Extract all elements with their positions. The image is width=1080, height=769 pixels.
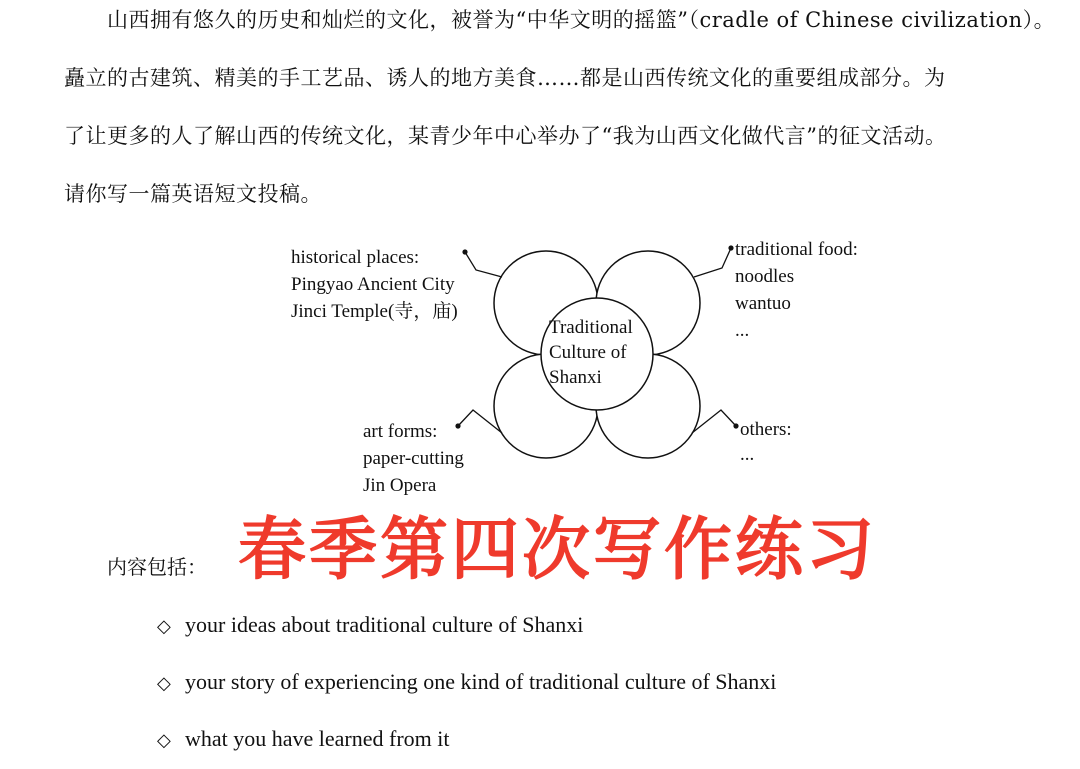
center-line-1: Traditional xyxy=(549,317,633,338)
content-label: 内容包括： xyxy=(107,555,207,579)
center-line-3: Shanxi xyxy=(549,367,602,388)
watermark-title: 春季第四次写作练习 xyxy=(238,511,878,590)
bullet-text: what you have learned from it xyxy=(185,726,450,751)
diamond-icon: ◇ xyxy=(157,673,171,694)
bullet-text: your ideas about traditional culture of Shanxi xyxy=(185,612,584,637)
intro-line-3: 了让更多的人了解山西的传统文化，某青少年中心举办了“我为山西文化做代言”的征文活动。 xyxy=(64,124,947,148)
label-traditional-food: traditional food: noodles wantuo ... xyxy=(735,239,858,341)
diamond-icon: ◇ xyxy=(157,730,171,751)
label-others: others: ... xyxy=(740,419,792,465)
intro-line-2: 矗立的古建筑、精美的手工艺品、诱人的地方美食……都是山西传统文化的重要组成部分。为 xyxy=(64,66,946,90)
label-historical-places: historical places: Pingyao Ancient City Jinci Temple(寺，庙) xyxy=(291,247,458,322)
connector-top-right xyxy=(694,248,731,277)
intro-line-1: 山西拥有悠久的历史和灿烂的文化，被誉为“中华文明的摇篮”（cradle of Chinese civilization）。 xyxy=(107,8,1056,32)
bullet-item-2 xyxy=(157,670,776,696)
connector-dot-bottom-right xyxy=(733,423,738,428)
culture-mind-map xyxy=(270,230,890,502)
label-art-forms: art forms: paper-cutting Jin Opera xyxy=(363,421,464,496)
center-line-2: Culture of xyxy=(549,342,627,363)
connector-dot-bottom-left xyxy=(455,423,460,428)
connector-dot-top-left xyxy=(462,249,467,254)
connector-top-left xyxy=(465,252,502,277)
bullet-item-1 xyxy=(157,613,583,639)
bullet-item-3 xyxy=(157,727,450,753)
bullet-text: your story of experiencing one kind of traditional culture of Shanxi xyxy=(185,669,777,694)
diamond-icon: ◇ xyxy=(157,616,171,637)
intro-line-4: 请你写一篇英语短文投稿。 xyxy=(64,182,322,206)
connector-dot-top-right xyxy=(728,245,733,250)
